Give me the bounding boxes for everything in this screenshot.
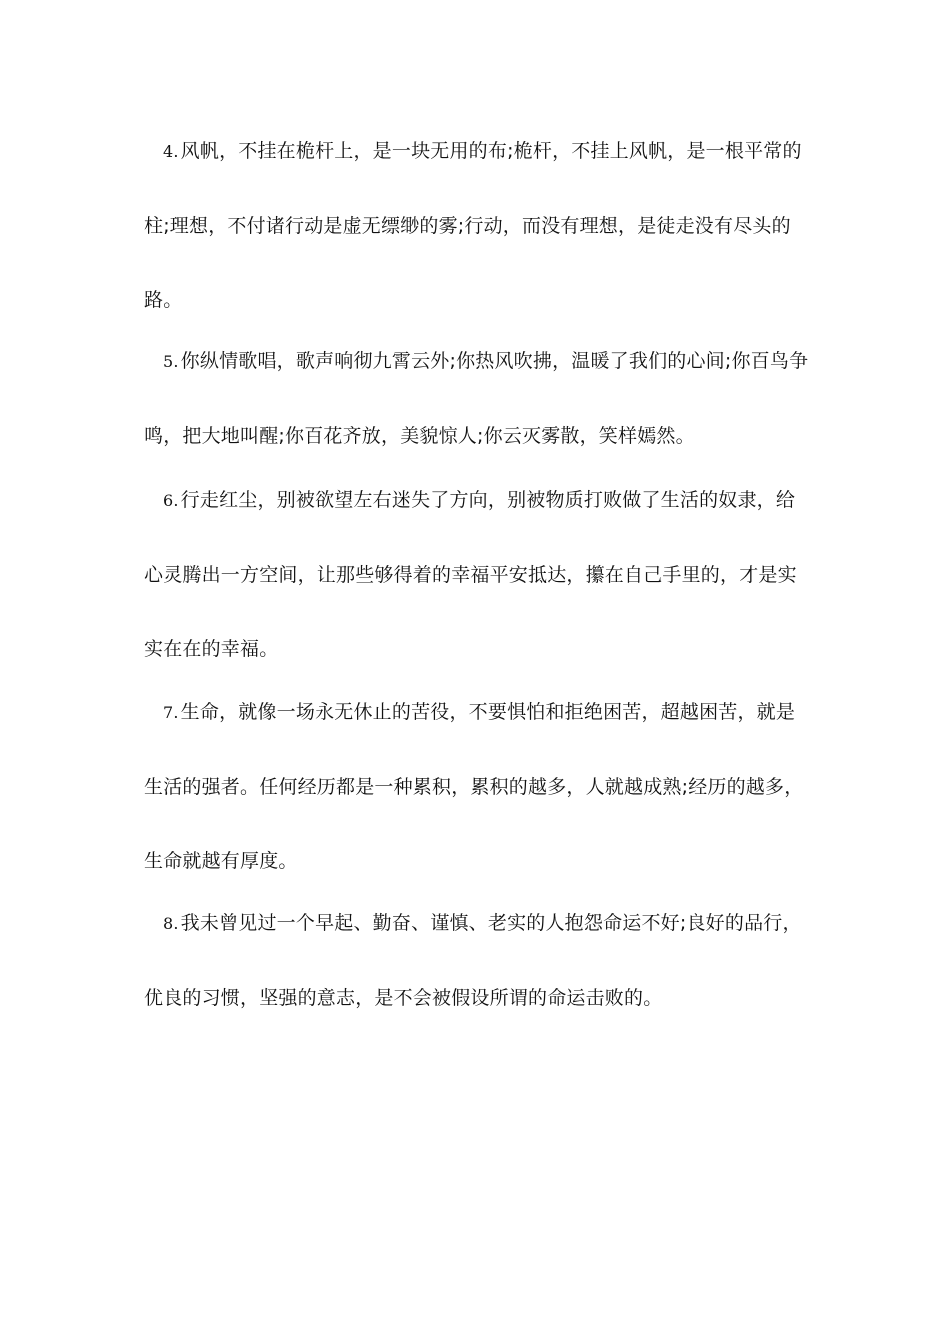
paragraph-7 xyxy=(144,675,810,898)
paragraph-text: 行走红尘，别被欲望左右迷失了方向，别被物质打败做了生活的奴隶，给心灵腾出一方空间，让那些够得着的幸福平安抵达，攥在自己手里的，才是实实在在的幸福。 xyxy=(144,489,797,660)
paragraph-text: 你纵情歌唱，歌声响彻九霄云外;你热风吹拂，温暖了我们的心间;你百鸟争鸣，把大地叫醒;你百花齐放，美貌惊人;你云灭雾散，笑样嫣然。 xyxy=(144,350,809,447)
paragraph-number: 7. xyxy=(163,703,179,722)
paragraph-number: 6. xyxy=(163,491,179,510)
paragraph-number: 4. xyxy=(163,142,179,161)
paragraph-text: 生命，就像一场永无休止的苦役，不要惧怕和拒绝困苦，超越困苦，就是生活的强者。任何经历都是一种累积，累积的越多，人就越成熟;经历的越多，生命就越有厚度。 xyxy=(144,701,804,872)
paragraph-6 xyxy=(144,463,810,686)
paragraph-text: 风帆，不挂在桅杆上，是一块无用的布;桅杆，不挂上风帆，是一根平常的柱;理想，不付诸行动是虚无缥缈的雾;行动，而没有理想，是徒走没有尽头的路。 xyxy=(144,140,802,311)
paragraph-text: 我未曾见过一个早起、勤奋、谨慎、老实的人抱怨命运不好;良好的品行，优良的习惯，坚强的意志，是不会被假设所谓的命运击败的。 xyxy=(144,912,802,1009)
paragraph-number: 5. xyxy=(163,352,179,371)
paragraph-5 xyxy=(144,324,810,473)
paragraph-8 xyxy=(144,886,810,1035)
paragraph-number: 8. xyxy=(163,914,179,933)
paragraph-4 xyxy=(144,114,810,337)
